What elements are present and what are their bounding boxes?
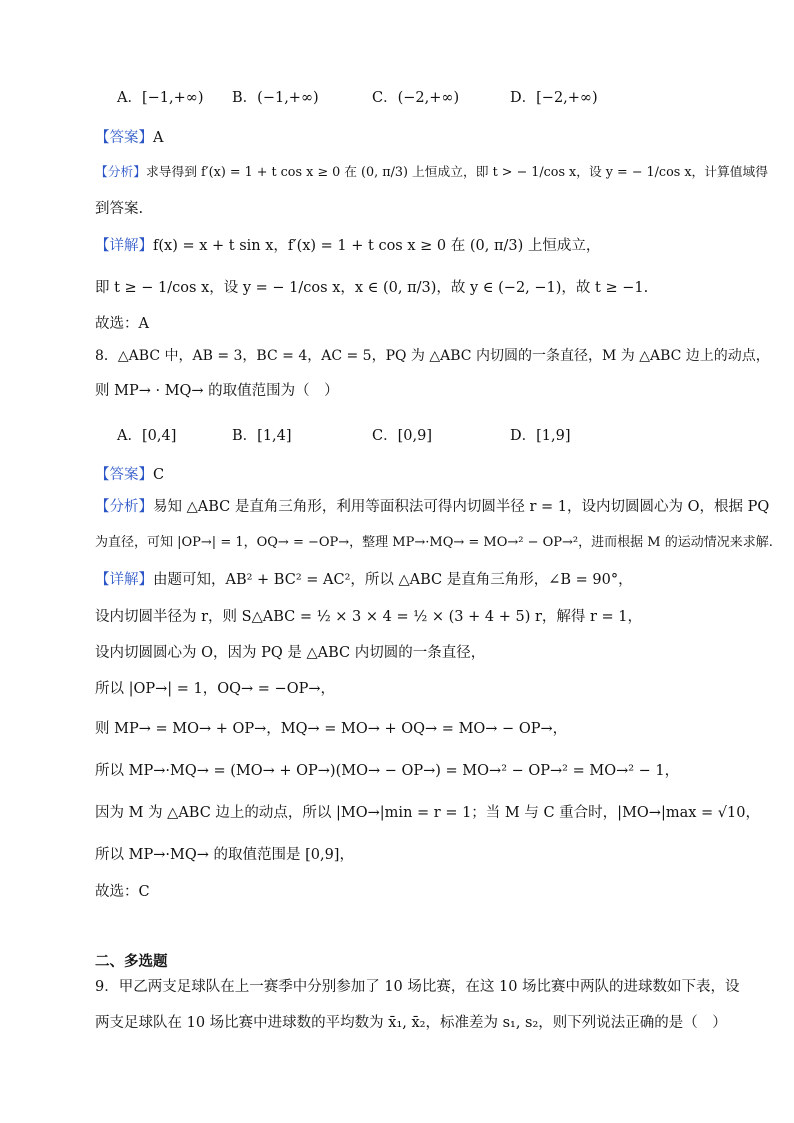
q7-choose: 故选：A <box>95 316 149 332</box>
q8-option-b: B．[1,4] <box>232 428 292 444</box>
q7-answer: 【答案】A <box>95 130 164 146</box>
q7-option-d: D．[−2,+∞) <box>510 90 598 106</box>
q7-detail-line2: 即 t ≥ − 1/cos x，设 y = − 1/cos x，x ∈ (0, π/3)，故 y ∈ (−2, −1)，故 t ≥ −1. <box>95 280 649 296</box>
q8-option-c: C．[0,9] <box>372 428 432 444</box>
q8-detail-line8: 所以 MP→·MQ→ 的取值范围是 [0,9]， <box>95 847 354 863</box>
q8-choose: 故选：C <box>95 884 150 900</box>
q9-stem-cont: 两支足球队在 10 场比赛中进球数的平均数为 x̄₁, x̄₂，标准差为 s₁, s₂，则下列说法正确的是（ ） <box>95 1015 727 1031</box>
q8-option-a: A．[0,4] <box>117 428 177 444</box>
q8-detail-line7: 因为 M 为 △ABC 边上的动点，所以 |MO→|min = r = 1；当 M 与 C 重合时，|MO→|max = √10， <box>95 805 760 821</box>
q8-detail-line5: 则 MP→ = MO→ + OP→，MQ→ = MO→ + OQ→ = MO→ − OP→， <box>95 721 568 737</box>
q8-detail: 【详解】由题可知，AB² + BC² = AC²，所以 △ABC 是直角三角形，∠B = 90°， <box>95 572 633 588</box>
q8-stem: 8．△ABC 中，AB = 3，BC = 4，AC = 5，PQ 为 △ABC 内切圆的一条直径，M 为 △ABC 边上的动点， <box>95 348 770 364</box>
q7-option-a: A．[−1,+∞) <box>117 90 204 106</box>
q8-detail-line2: 设内切圆半径为 r，则 S△ABC = ½ × 3 × 4 = ½ × (3 + 4 + 5) r，解得 r = 1， <box>95 609 643 625</box>
q8-analysis-cont: 为直径，可知 |OP→| = 1，OQ→ = −OP→，整理 MP→·MQ→ = MO→² − OP→²，进而根据 M 的运动情况来求解. <box>95 535 773 550</box>
q8-detail-line6: 所以 MP→·MQ→ = (MO→ + OP→)(MO→ − OP→) = MO→² − OP→² = MO→² − 1， <box>95 763 680 779</box>
section-heading: 二、多选题 <box>95 954 168 970</box>
q7-analysis: 【分析】求导得到 f′(x) = 1 + t cos x ≥ 0 在 (0, π/3) 上恒成立，即 t > − 1/cos x，设 y = − 1/cos x，计算值域得 <box>95 165 769 180</box>
q7-option-c: C．(−2,+∞) <box>372 90 460 106</box>
q8-option-d: D．[1,9] <box>510 428 571 444</box>
q8-analysis: 【分析】易知 △ABC 是直角三角形，利用等面积法可得内切圆半径 r = 1，设内切圆圆心为 O，根据 PQ <box>95 499 770 515</box>
q8-detail-line3: 设内切圆圆心为 O，因为 PQ 是 △ABC 内切圆的一条直径， <box>95 645 486 661</box>
q9-stem: 9．甲乙两支足球队在上一赛季中分别参加了 10 场比赛，在这 10 场比赛中两队的进球数如下表，设 <box>95 979 740 995</box>
q8-answer: 【答案】C <box>95 467 165 483</box>
q7-detail: 【详解】f(x) = x + t sin x，f′(x) = 1 + t cos x ≥ 0 在 (0, π/3) 上恒成立， <box>95 238 601 254</box>
q7-analysis-cont: 到答案. <box>95 201 144 217</box>
q8-detail-line4: 所以 |OP→| = 1，OQ→ = −OP→， <box>95 681 336 697</box>
q8-stem-cont: 则 MP→ · MQ→ 的取值范围为（ ） <box>95 383 339 399</box>
q7-option-b: B．(−1,+∞) <box>232 90 319 106</box>
